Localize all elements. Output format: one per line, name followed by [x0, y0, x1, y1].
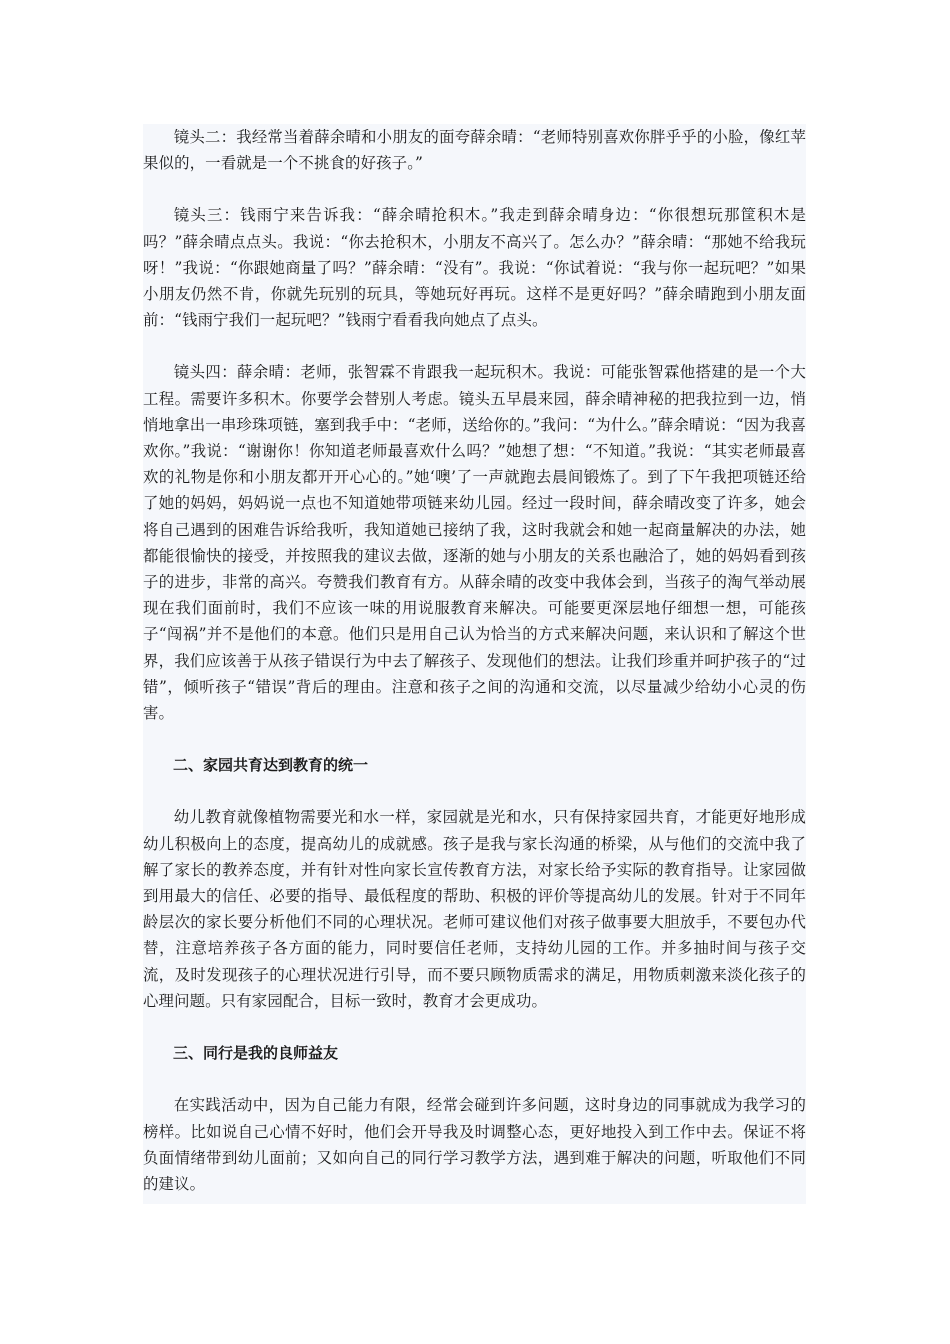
- paragraph-gap: [143, 333, 806, 359]
- section-three-heading: 三、同行是我的良师益友: [173, 1044, 339, 1063]
- shot-three-paragraph: 镜头三：钱雨宁来告诉我：“薛余晴抢积木。”我走到薛余晴身边：“你很想玩那筐积木是吗？”薛余晴点点头。我说：“你去抢积木，小朋友不高兴了。怎么办？”薛余晴：“那她不给我玩呀！”我说：“你跟她商量了吗？”薛余晴：“没有”。我说：“你试着说：“我与你一起玩吧？”如果小朋友仍然不肯，你就先玩别的玩具，等她玩好再玩。这样不是更好吗？”薛余晴跑到小朋友面前：“钱雨宁我们一起玩吧？”钱雨宁看看我向她点了点头。: [143, 206, 806, 330]
- paragraph-gap: [143, 726, 806, 752]
- section-two-heading: 二、家园共育达到教育的统一: [173, 756, 369, 775]
- shot-four-paragraph: 镜头四：薛余晴：老师，张智霖不肯跟我一起玩积木。我说：可能张智霖他搭建的是一个大工程。需要许多积木。你要学会替别人考虑。镜头五早晨来园，薛余晴神秘的把我拉到一边，悄悄地拿出一串珍珠项链，塞到我手中：“老师，送给你的。”我问：“为什么。”薛余晴说：“因为我喜欢你。”我说：“谢谢你！你知道老师最喜欢什么吗？”她想了想：“不知道。”我说：“其实老师最喜欢的礼物是你和小朋友都开开心心的。”她‘噢’了一声就跑去晨间锻炼了。到了下午我把项链还给了她的妈妈，妈妈说一点也不知道她带项链来幼儿园。经过一段时间，薛余晴改变了许多，她会将自己遇到的困难告诉给我听，我知道她已接纳了我，这时我就会和她一起商量解决的办法，她都能很愉快的接受，并按照我的建议去做，逐渐的她与小朋友的关系也融洽了，她的妈妈看到孩子的进步，非常的高兴。夸赞我们教育有方。从薛余晴的改变中我体会到，当孩子的淘气举动展现在我们面前时，我们不应该一味的用说服教育来解决。可能要更深层地仔细想一想，可能孩子“闯祸”并不是他们的本意。他们只是用自己认为恰当的方式来解决问题，来认识和了解这个世界，我们应该善于从孩子错误行为中去了解孩子、发现他们的想法。让我们珍重并呵护孩子的“过错”，倾听孩子“错误”背后的理由。注意和孩子之间的沟通和交流，以尽量减少给幼小心灵的伤害。: [143, 363, 806, 723]
- document-body: [143, 124, 806, 1197]
- paragraph-gap: [143, 778, 806, 804]
- paragraph-gap: [143, 1066, 806, 1092]
- section-three-paragraph: 在实践活动中，因为自己能力有限，经常会碰到许多问题，这时身边的同事就成为我学习的榜样。比如说自己心情不好时，他们会开导我及时调整心态，更好地投入到工作中去。保证不将负面情绪带到幼儿面前；又如向自己的同行学习教学方法，遇到难于解决的问题，听取他们不同的建议。: [143, 1096, 806, 1193]
- paragraph-gap: [143, 176, 806, 202]
- paragraph-gap: [143, 1014, 806, 1040]
- shot-two-paragraph: 镜头二：我经常当着薛余晴和小朋友的面夸薛余晴：“老师特别喜欢你胖乎乎的小脸，像红苹果似的，一看就是一个不挑食的好孩子。”: [143, 128, 806, 173]
- section-two-paragraph: 幼儿教育就像植物需要光和水一样，家园就是光和水，只有保持家园共育，才能更好地形成幼儿积极向上的态度，提高幼儿的成就感。孩子是我与家长沟通的桥梁，从与他们的交流中我了解了家长的教养态度，并有针对性向家长宣传教育方法，对家长给予实际的教育指导。让家园做到用最大的信任、必要的指导、最低程度的帮助、积极的评价等提高幼儿的发展。针对于不同年龄层次的家长要分析他们不同的心理状况。老师可建议他们对孩子做事要大胆放手，不要包办代替，注意培养孩子各方面的能力，同时要信任老师，支持幼儿园的工作。并多抽时间与孩子交流，及时发现孩子的心理状况进行引导，而不要只顾物质需求的满足，用物质刺激来淡化孩子的心理问题。只有家园配合，目标一致时，教育才会更成功。: [143, 808, 806, 1010]
